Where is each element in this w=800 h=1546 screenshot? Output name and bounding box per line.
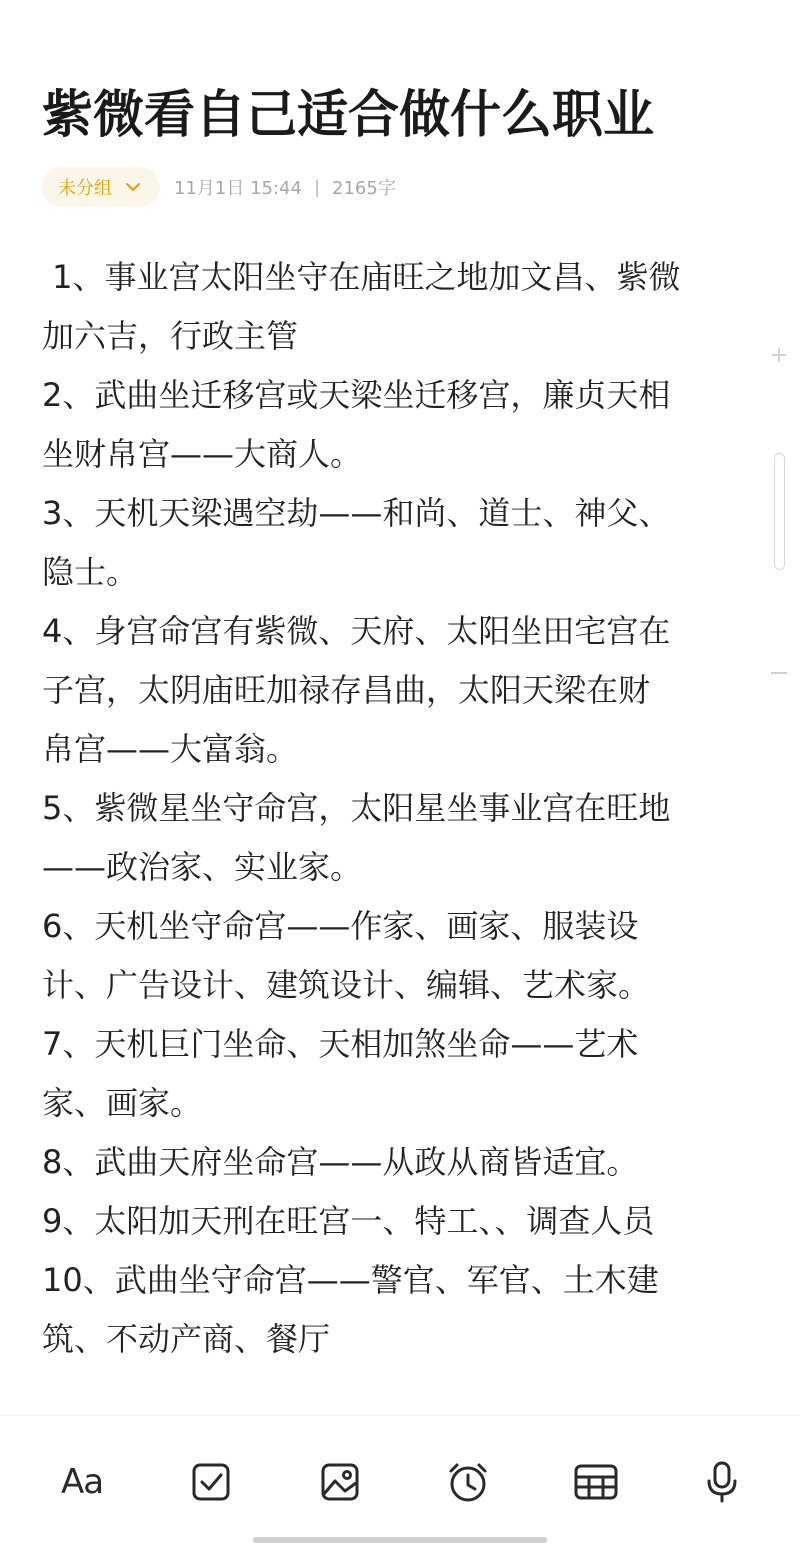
note-line: 筑、不动产商、餐厅 [42, 1320, 331, 1358]
note-line: 7、天机巨门坐命、天相加煞坐命——艺术 [42, 1025, 639, 1063]
group-selector[interactable] [42, 167, 160, 207]
alarm-clock-icon [446, 1460, 490, 1504]
note-line: 计、广告设计、建筑设计、编辑、艺术家。 [42, 966, 651, 1004]
note-line: 2、武曲坐迁移宫或天梁坐迁移宫，廉贞天相 [42, 376, 671, 414]
chevron-down-icon [124, 178, 142, 196]
note-line: 帛宫——大富翁。 [42, 730, 299, 768]
note-line: 隐士。 [42, 553, 139, 591]
word-count: 2165字 [332, 178, 396, 199]
note-line: 8、武曲天府坐命宫——从政从商皆适宜。 [42, 1143, 639, 1181]
insert-image-button[interactable] [316, 1458, 364, 1506]
note-line: 加六吉，行政主管 [42, 317, 299, 355]
note-line: 10、武曲坐守命宫——警官、军官、土木建 [42, 1261, 659, 1299]
note-line: 5、紫微星坐守命宫，太阳星坐事业宫在旺地 [42, 789, 671, 827]
note-line: 3、天机天梁遇空劫——和尚、道士、神父、 [42, 494, 671, 532]
note-line: ——政治家、实业家。 [42, 848, 363, 886]
note-line: 子宫，太阴庙旺加禄存昌曲，太阳天梁在财 [42, 671, 651, 709]
note-meta-row [42, 166, 396, 208]
home-indicator[interactable] [253, 1537, 547, 1543]
reminder-button[interactable] [444, 1458, 492, 1506]
image-icon [320, 1462, 360, 1502]
meta-separator: | [313, 176, 321, 198]
zoom-out-icon[interactable] [770, 660, 788, 664]
note-line: 坐财帛宫——大商人。 [42, 435, 363, 473]
note-timestamp: 11月1日 15:44 [174, 178, 302, 199]
zoom-in-icon[interactable] [770, 346, 788, 364]
microphone-icon [702, 1460, 742, 1504]
note-line: 4、身宫命宫有紫微、天府、太阳坐田宅宫在 [42, 612, 671, 650]
note-title[interactable]: 紫微看自己适合做什么职业 [42, 86, 655, 145]
font-style-button[interactable] [58, 1458, 106, 1506]
note-line: 6、天机坐守命宫——作家、画家、服装设 [42, 907, 639, 945]
scrollbar[interactable] [774, 453, 785, 570]
note-line: 9、太阳加天刑在旺宫一、特工、、调查人员 [42, 1202, 655, 1240]
note-line: 1、事业宫太阳坐守在庙旺之地加文昌、紫微 [42, 258, 681, 296]
checkbox-icon [191, 1462, 231, 1502]
voice-input-button[interactable] [698, 1458, 746, 1506]
note-meta [174, 174, 396, 200]
table-icon [574, 1462, 618, 1502]
note-line: 家、画家。 [42, 1084, 203, 1122]
editor-toolbar [0, 1415, 800, 1546]
group-label: 未分组 [58, 178, 112, 199]
insert-table-button[interactable] [572, 1458, 620, 1506]
checklist-button[interactable] [187, 1458, 235, 1506]
note-body[interactable] [42, 248, 762, 1369]
font-style-icon: Aa [60, 1462, 104, 1502]
